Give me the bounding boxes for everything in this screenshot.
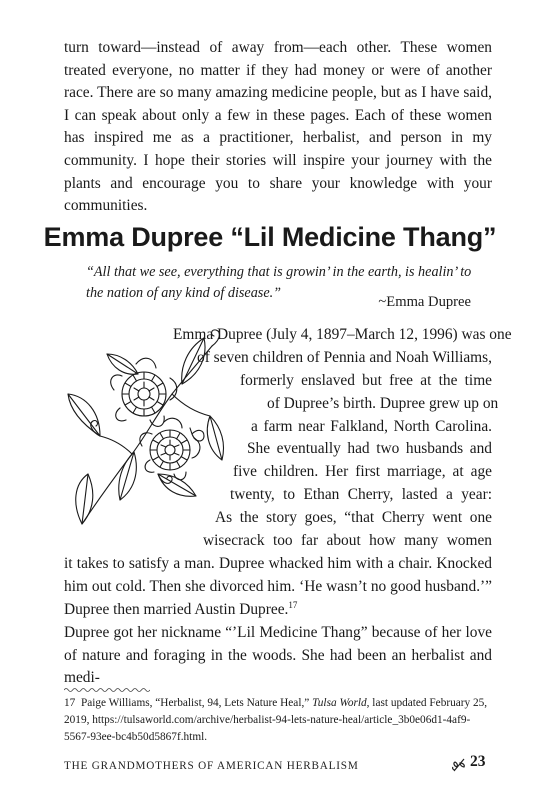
bio-line: She eventually had two husbands and xyxy=(247,440,492,457)
epigraph-quote: “All that we see, everything that is growin’ in the earth, is healin’ to the nation of any kind of disease.” xyxy=(86,264,472,301)
running-footer-title: THE GRANDMOTHERS OF AMERICAN HERBALISM xyxy=(64,760,359,772)
intro-paragraph: turn toward—instead of away from—each other. These women treated everyone, no matter if they had money or were of another race. There are so many amazing medicine people, but as I have said, I can speak about only a few in these pages. Each of these women has inspired me as a practitioner, herbalist, and person in my community. I hope their stories will inspire your journey with the plants and encourage you to share your knowledge with your communities. xyxy=(64,39,492,215)
bio-line: of seven children of Pennia and Noah Williams, xyxy=(197,349,492,366)
section-heading: Emma Dupree “Lil Medicine Thang” xyxy=(43,222,497,252)
bio-line: five children. Her first marriage, at age xyxy=(233,463,492,480)
bio-line: of Dupree’s birth. Dupree grew up on xyxy=(267,395,499,412)
bio-line: Emma Dupree (July 4, 1897–March 12, 1996) was one xyxy=(173,326,512,343)
epigraph-attribution: ~Emma Dupree xyxy=(378,294,471,310)
leaf-ornament-icon xyxy=(451,757,467,773)
bio-line: formerly enslaved but free at the time xyxy=(240,372,492,389)
bio-line: a farm near Falkland, North Carolina. xyxy=(251,418,492,435)
footnote-ref[interactable]: 17 xyxy=(288,599,298,610)
footnote-separator xyxy=(64,686,150,694)
bio-line: As the story goes, “that Cherry went one xyxy=(215,509,492,526)
bio-line: wisecrack too far about how many women xyxy=(203,532,492,549)
footnote xyxy=(64,695,494,745)
footnote-number: 17 xyxy=(64,697,76,709)
bio-line-last xyxy=(64,599,297,622)
footnote-text-after[interactable]: , last updated February 25, 2019, https://tulsaworld.com/archive/herbalist-94-lets-nature-heal/article_3b0e06d1-4af9-5567-93ee-bc4b50d5867f.html. xyxy=(64,697,488,743)
footnote-text-before: Paige Williams, “Herbalist, 94, Lets Nature Heal,” xyxy=(80,697,310,709)
bio-line: twenty, to Ethan Cherry, lasted a year: xyxy=(230,486,492,503)
footnote-source: Tulsa World xyxy=(312,697,367,709)
nickname-paragraph: Dupree got her nickname “’Lil Medicine Thang” because of her love of nature and foraging in the woods. She had been an herbalist and medi- xyxy=(64,624,492,687)
bio-line-text: Dupree then married Austin Dupree. xyxy=(64,601,289,618)
page-number: 23 xyxy=(470,753,486,770)
bio-line: it takes to satisfy a man. Dupree whacked him with a chair. Knocked xyxy=(64,555,492,572)
bio-line: him out cold. Then she divorced him. ‘He wasn’t no good husband.’” xyxy=(64,578,492,595)
